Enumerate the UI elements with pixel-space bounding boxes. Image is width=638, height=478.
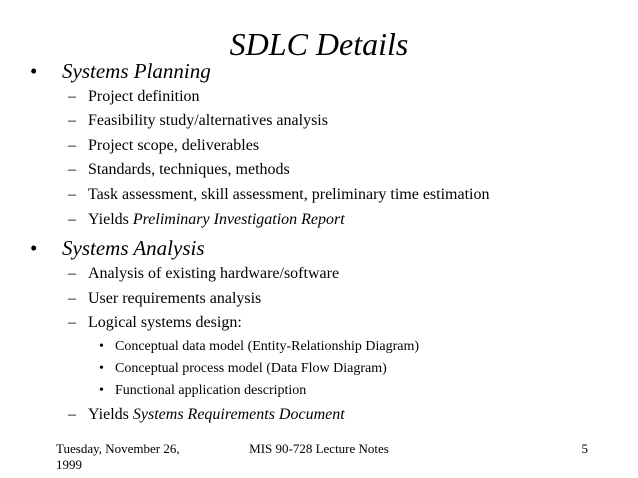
list-item-text: Project definition <box>88 88 200 105</box>
slide-title: SDLC Details <box>229 26 409 62</box>
document-name: Preliminary Investigation Report <box>132 211 345 228</box>
list-item-text <box>88 405 345 425</box>
section-heading-label: Systems Planning <box>62 59 211 83</box>
sub-list-item-text: Conceptual data model (Entity-Relationship Diagram) <box>115 339 420 354</box>
dash-icon: – <box>68 265 76 282</box>
dash-icon: – <box>68 112 76 129</box>
list-item-text: Project scope, deliverables <box>88 137 260 154</box>
bullet-icon: • <box>99 339 104 354</box>
footer-date: Tuesday, November 26, 1999 <box>56 441 180 472</box>
list-item-text: Task assessment, skill assessment, preliminary time estimation <box>88 186 490 203</box>
dash-icon: – <box>68 314 76 331</box>
dash-icon: – <box>68 161 76 178</box>
list-item-prefix: Yields <box>88 211 133 228</box>
page-number: 5 <box>581 441 588 456</box>
bullet-icon: • <box>99 383 104 398</box>
list-item-prefix: Yields <box>88 406 133 423</box>
bullet-icon: • <box>30 236 38 260</box>
list-item-text: Logical systems design: <box>88 314 242 331</box>
list-item-text: Feasibility study/alternatives analysis <box>88 112 328 129</box>
list-item-text <box>88 210 345 230</box>
sub-list-item-text: Conceptual process model (Data Flow Diagram) <box>115 361 387 376</box>
dash-icon: – <box>68 406 76 423</box>
dash-icon: – <box>68 88 76 105</box>
list-item-text: Standards, techniques, methods <box>88 161 290 178</box>
document-name: Systems Requirements Document <box>132 406 345 423</box>
dash-icon: – <box>68 186 76 203</box>
footer-course: MIS 90-728 Lecture Notes <box>249 441 389 456</box>
section-heading-label: Systems Analysis <box>62 236 205 260</box>
dash-icon: – <box>68 137 76 154</box>
bullet-icon: • <box>99 361 104 376</box>
sub-list-item-text: Functional application description <box>115 383 307 398</box>
dash-icon: – <box>68 211 76 228</box>
dash-icon: – <box>68 290 76 307</box>
bullet-icon: • <box>30 59 38 83</box>
list-item-text: Analysis of existing hardware/software <box>88 265 340 282</box>
list-item-text: User requirements analysis <box>88 290 262 307</box>
